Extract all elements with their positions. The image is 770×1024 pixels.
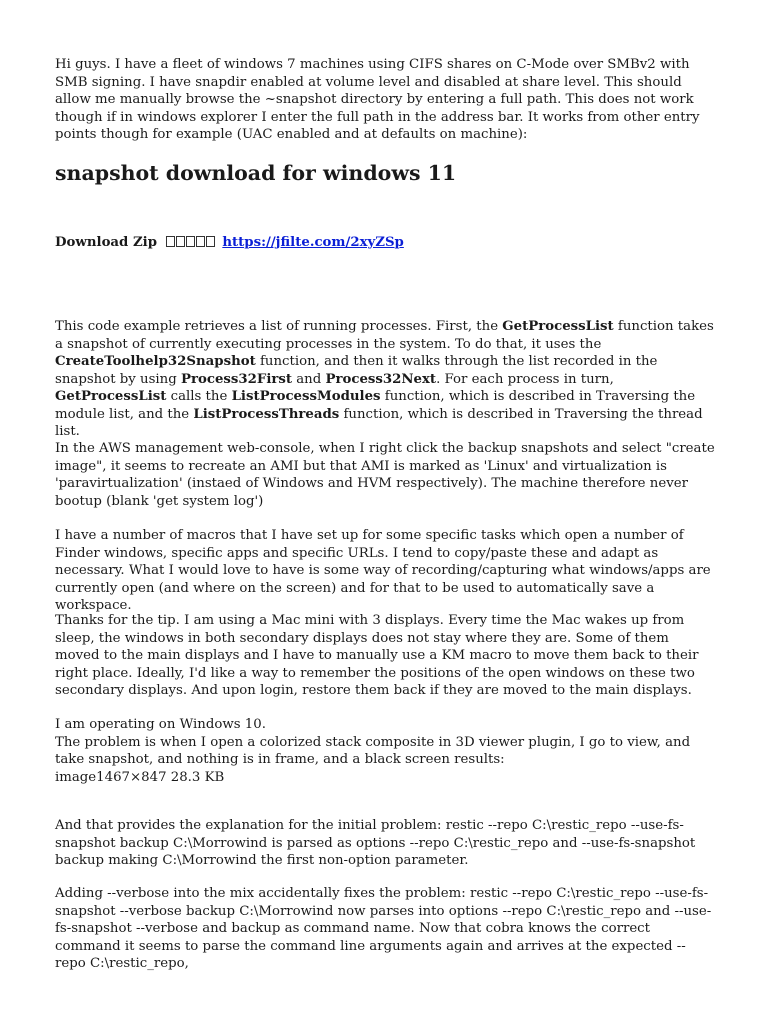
code-term: CreateToolhelp32Snapshot [55, 354, 256, 369]
page-title: snapshot download for windows 11 [55, 161, 457, 185]
download-link[interactable]: https://jfilte.com/2xyZSp [222, 235, 404, 250]
paragraph-restic-verbose: Adding --verbose into the mix accidentally fixes the problem: restic --repo C:\restic_repo --use-fs-snapshot --verbose backup C:\Morrowind now parses into options --repo C:\restic_repo and --use-fs-snapshot --verbose and backup as command name. Now that cobra knows the correct command it seems to parse the command line arguments again and arrives at the expected --repo C:\restic_repo, [55, 886, 712, 971]
text-line: The problem is when I open a colorized stack composite in 3D viewer plugin, I go to view, and take snapshot, and nothing is in frame, and a black screen results: [55, 734, 691, 767]
code-term: ListProcessThreads [193, 406, 340, 422]
download-label: Download Zip [55, 235, 158, 250]
paragraph-mac-displays: Thanks for the tip. I am using a Mac mini with 3 displays. Every time the Mac wakes up from sleep, the windows in both secondary displays does not stay where they are. Some of them moved to the main displays and I have to manually use a KM macro to move them back to their right place. Ideally, I'd like a way to remember the positions of the open windows on these two secondary displays. And upon login, restore them back if they are moved to the main displays. [55, 613, 699, 698]
image-caption: image1467×847 28.3 KB [55, 769, 225, 785]
code-term: GetProcessList [502, 319, 614, 334]
code-term: Process32Next [325, 371, 437, 387]
text-line: I am operating on Windows 10. [55, 717, 266, 732]
code-term: ListProcessModules [231, 389, 381, 404]
code-term: Process32First [180, 371, 293, 387]
missing-glyph-icons [166, 234, 216, 252]
intro-paragraph: Hi guys. I have a fleet of windows 7 machines using CIFS shares on C-Mode over SMBv2 with SMB signing. I have snapdir enabled at volume level and disabled at share level. This should allow me manually browse the ~snapshot directory by entering a full path. This does not work though if in windows explorer I enter the full path in the address bar. It works from other entry points though for example (UAC enabled and at defaults on machine): [55, 57, 700, 142]
download-line [55, 234, 404, 252]
paragraph-restic-problem: And that provides the explanation for the initial problem: restic --repo C:\restic_repo --use-fs-snapshot backup C:\Morrowind is parsed as options --repo C:\restic_repo and --use-fs-snapshot backup making C:\Morrowind the first non-option parameter. [55, 818, 696, 868]
paragraph-process-list: This code example retrieves a list of running processes. First, the GetProcessList function takes a snapshot of currently executing processes in the system. To do that, it uses the CreateToolhelp32Snapshot function, and then it walks through the list recorded in the snapshot by using Process32First and Process32Next. For each process in turn, GetProcessList calls the ListProcessModules function, which is described in Traversing the module list, and the ListProcessThreads function, which is described in Traversing the thread list. [55, 319, 714, 439]
code-term: GetProcessList [55, 389, 167, 404]
paragraph-windows10 [55, 716, 715, 786]
paragraph-macros: I have a number of macros that I have set up for some specific tasks which open a number of Finder windows, specific apps and specific URLs. I tend to copy/paste these and adapt as necessary. What I would love to have is some way of recording/capturing what windows/apps are currently open (and where on the screen) and for that to be used to automatically save a workspace. [55, 528, 711, 613]
paragraph-aws: In the AWS management web-console, when I right click the backup snapshots and select "create image", it seems to recreate an AMI but that AMI is marked as 'Linux' and virtualization is 'paravirtualization' (instaed of Windows and HVM respectively). The machine therefore never bootup (blank 'get system log') [55, 441, 715, 509]
